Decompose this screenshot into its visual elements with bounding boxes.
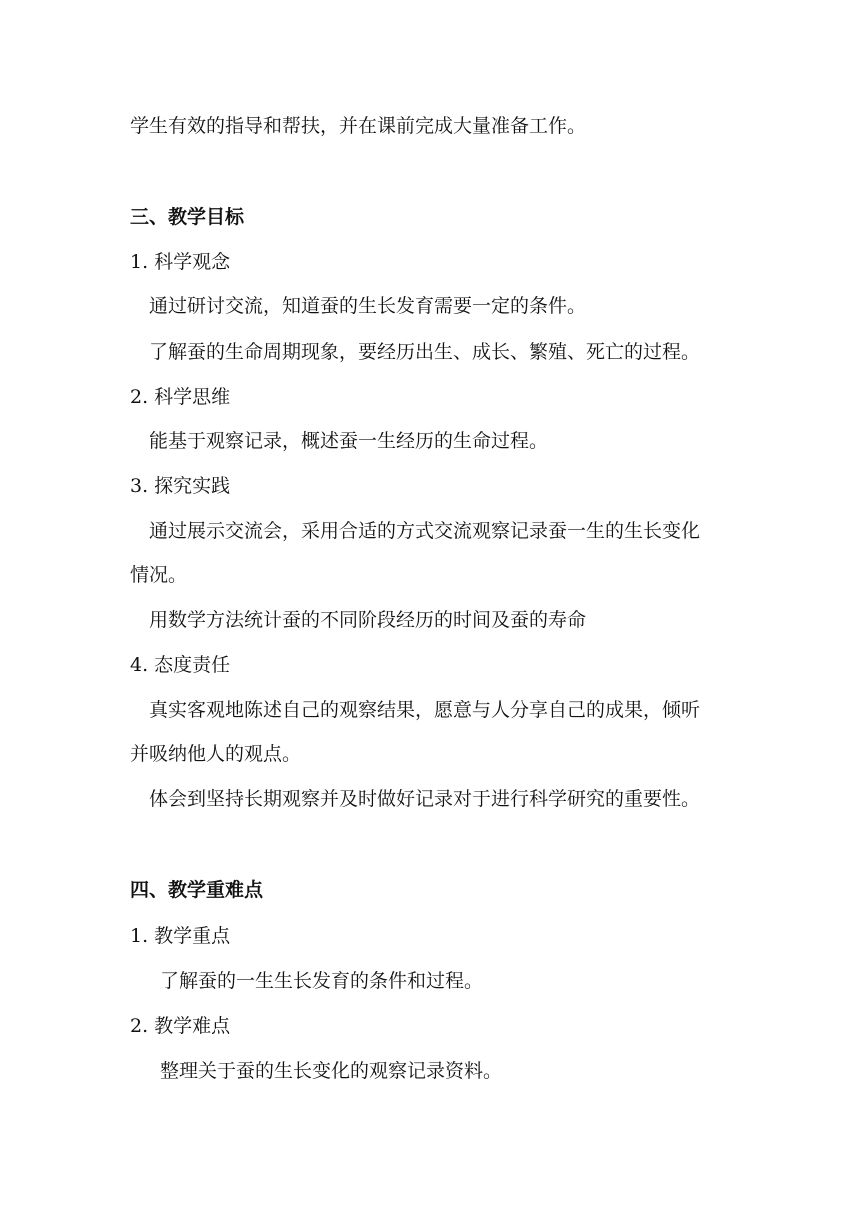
paragraph: 了解蚕的一生生长发育的条件和过程。 bbox=[160, 970, 484, 992]
paragraph: 能基于观察记录，概述蚕一生经历的生命过程。 bbox=[149, 430, 549, 452]
paragraph-continuation: 情况。 bbox=[130, 564, 188, 586]
paragraph-continuation: 并吸纳他人的观点。 bbox=[130, 743, 302, 765]
item-label: 2. 科学思维 bbox=[130, 386, 231, 408]
section-heading-objectives: 三、教学目标 bbox=[130, 206, 245, 228]
paragraph: 通过研讨交流，知道蚕的生长发育需要一定的条件。 bbox=[149, 295, 587, 317]
section-heading-key-points: 四、教学重难点 bbox=[130, 879, 264, 901]
item-label: 3. 探究实践 bbox=[130, 475, 231, 497]
item-label: 2. 教学难点 bbox=[130, 1015, 231, 1037]
paragraph: 真实客观地陈述自己的观察结果，愿意与人分享自己的成果，倾听 bbox=[149, 699, 701, 721]
paragraph: 体会到坚持长期观察并及时做好记录对于进行科学研究的重要性。 bbox=[149, 788, 701, 810]
paragraph: 通过展示交流会，采用合适的方式交流观察记录蚕一生的生长变化 bbox=[149, 520, 701, 542]
paragraph: 整理关于蚕的生长变化的观察记录资料。 bbox=[160, 1060, 503, 1082]
intro-line: 学生有效的指导和帮扶，并在课前完成大量准备工作。 bbox=[130, 115, 587, 137]
item-label: 1. 科学观念 bbox=[130, 251, 231, 273]
paragraph: 了解蚕的生命周期现象，要经历出生、成长、繁殖、死亡的过程。 bbox=[149, 341, 701, 363]
paragraph: 用数学方法统计蚕的不同阶段经历的时间及蚕的寿命 bbox=[149, 609, 587, 631]
item-label: 4. 态度责任 bbox=[130, 654, 231, 676]
item-label: 1. 教学重点 bbox=[130, 925, 231, 947]
